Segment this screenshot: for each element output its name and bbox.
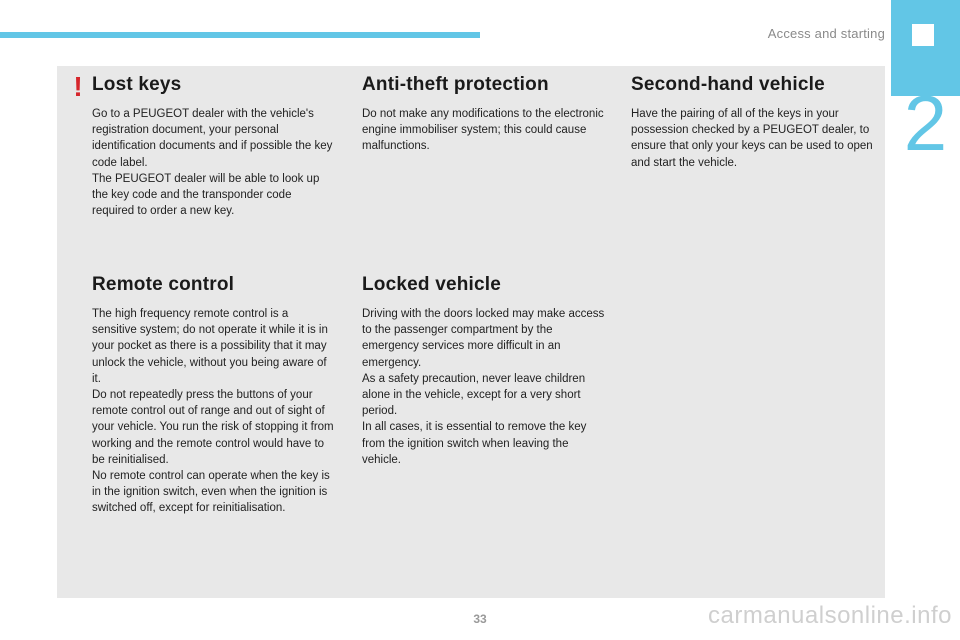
section-body xyxy=(362,306,606,468)
paragraph: In all cases, it is essential to remove the key from the ignition switch when leaving the vehicle. xyxy=(362,421,587,466)
section-remote-control xyxy=(92,274,336,517)
content-panel xyxy=(57,66,885,598)
warning-icon: ! xyxy=(73,71,83,102)
paragraph: Have the pairing of all of the keys in your possession checked by a PEUGEOT dealer, to ensure that only your keys can be used to open and start the vehicle. xyxy=(631,108,873,169)
section-heading: Anti-theft protection xyxy=(362,74,549,95)
paragraph: As a safety precaution, never leave children alone in the vehicle, except for a very short period. xyxy=(362,372,586,418)
section-body xyxy=(362,106,606,155)
chapter-square-icon xyxy=(912,24,934,46)
section-heading: Lost keys xyxy=(92,74,182,95)
section-lost-keys xyxy=(92,74,336,219)
paragraph: Driving with the doors locked may make access to the passenger compartment by the emergency services more difficult in an emergency. xyxy=(362,308,605,369)
section-locked-vehicle xyxy=(362,274,606,468)
chapter-number: 2 xyxy=(903,79,948,167)
paragraph: No remote control can operate when the key is in the ignition switch, even when the ignition is switched off, except for reinitialisation. xyxy=(92,470,330,515)
section-title: Access and starting xyxy=(767,26,885,41)
section-body xyxy=(92,106,336,219)
page-number: 33 xyxy=(473,612,487,626)
section-heading: Remote control xyxy=(92,274,235,295)
paragraph: Go to a PEUGEOT dealer with the vehicle's registration document, your personal identification documents and if possible the key code label. xyxy=(92,108,333,169)
paragraph: The PEUGEOT dealer will be able to look up the key code and the transponder code required to order a new key. xyxy=(92,172,320,218)
paragraph: Do not repeatedly press the buttons of your remote control out of range and out of sight of your vehicle. You run the risk of stopping it from working and the remote control would have to be reinitialised. xyxy=(92,389,334,466)
section-anti-theft xyxy=(362,74,606,155)
watermark: carmanualsonline.info xyxy=(708,602,952,629)
header-accent-bar xyxy=(0,32,480,38)
section-heading: Second-hand vehicle xyxy=(631,74,825,95)
section-heading: Locked vehicle xyxy=(362,274,502,295)
paragraph: The high frequency remote control is a sensitive system; do not operate it while it is in your pocket as there is a possibility that it may unlock the vehicle, without you being aware of it. xyxy=(92,308,328,385)
section-body xyxy=(92,306,336,517)
paragraph: Do not make any modifications to the electronic engine immobiliser system; this could cause malfunctions. xyxy=(362,108,604,153)
section-second-hand xyxy=(631,74,875,171)
section-body xyxy=(631,106,875,171)
